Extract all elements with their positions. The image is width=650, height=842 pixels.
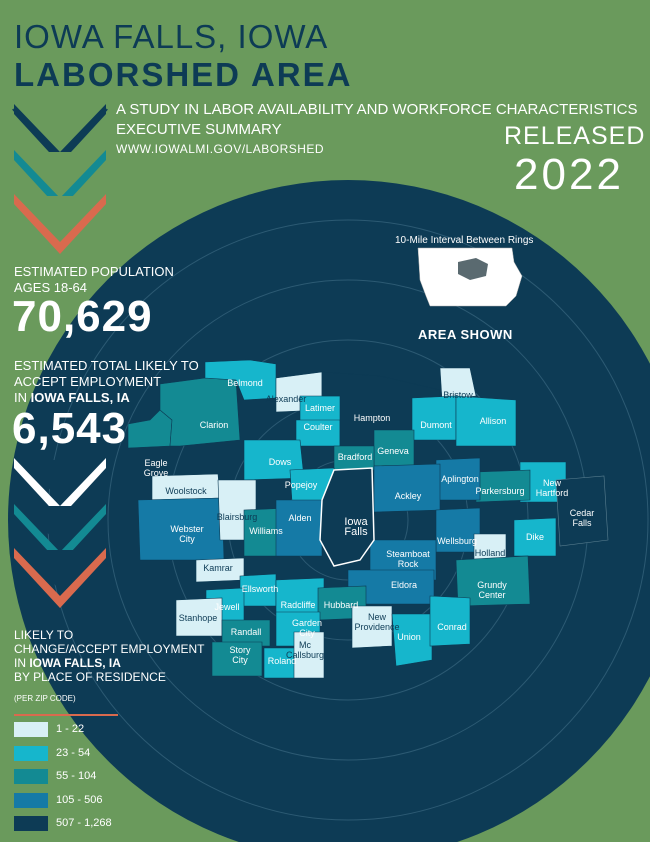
legend-label: 1 - 22 — [56, 723, 85, 735]
place-label: Roland — [267, 656, 297, 666]
legend-label: 507 - 1,268 — [56, 817, 112, 829]
likely-label — [14, 358, 199, 406]
place-label: Aplington — [441, 474, 479, 484]
place-label: Alexander — [265, 394, 307, 404]
zip-conrad — [430, 596, 470, 646]
legend-title-line-4: BY PLACE OF RESIDENCE — [14, 670, 166, 684]
legend-swatch — [14, 816, 48, 831]
top-chevron-stack — [14, 104, 106, 254]
place-label: Bradford — [337, 452, 373, 462]
website-link[interactable]: WWW.IOWALMI.GOV/LABORSHED — [116, 142, 325, 156]
likely-label-city: IOWA FALLS, IA — [30, 390, 130, 405]
place-label: Williams — [249, 526, 283, 536]
release-year: 2022 — [514, 150, 624, 199]
place-label: Holland — [474, 548, 506, 558]
place-label: Union — [397, 632, 421, 642]
population-label-line-1: ESTIMATED POPULATION — [14, 264, 174, 279]
place-label: Parkersburg — [475, 486, 525, 496]
place-label: Iowa Falls — [344, 516, 368, 538]
legend-title-line-2: CHANGE/ACCEPT EMPLOYMENT — [14, 642, 205, 656]
area-shown-label: AREA SHOWN — [418, 327, 513, 342]
place-label: Ellsworth — [241, 584, 279, 594]
place-label: Radcliffe — [280, 600, 316, 610]
subtitle-line-1: A STUDY IN LABOR AVAILABILITY AND WORKFORCE CHARACTERISTICS — [116, 101, 638, 118]
place-label: Jewell — [214, 602, 240, 612]
place-label: Latimer — [304, 403, 336, 413]
zip-ackley — [374, 464, 440, 512]
legend-swatch — [14, 769, 48, 784]
population-label-line-2: AGES 18-64 — [14, 280, 87, 295]
place-label: Cedar Falls — [569, 508, 595, 528]
subtitle-line-2: EXECUTIVE SUMMARY — [116, 121, 282, 138]
place-label: Woolstock — [165, 486, 207, 496]
legend-title-city: IOWA FALLS, IA — [29, 656, 121, 670]
place-label: Coulter — [303, 422, 333, 432]
place-label: Steamboat Rock — [386, 549, 430, 569]
place-label: Randall — [230, 627, 262, 637]
legend-swatch — [14, 793, 48, 808]
place-label: Story City — [229, 645, 251, 665]
population-value: 70,629 — [12, 292, 153, 341]
place-label: Bristow — [443, 390, 473, 400]
legend-label: 23 - 54 — [56, 747, 91, 759]
legend-title-line-3 — [14, 656, 224, 670]
report-title: LABORSHED AREA — [14, 56, 353, 93]
ring-interval-label: 10-Mile Interval Between Rings — [395, 235, 534, 246]
place-label: Hampton — [353, 413, 391, 423]
released-label: RELEASED — [504, 122, 646, 150]
legend-title-line-1: LIKELY TO — [14, 628, 74, 642]
place-label: Mc Callsburg — [285, 640, 325, 660]
place-label: Wellsburg — [437, 536, 477, 546]
place-label: Clarion — [199, 420, 229, 430]
legend-label: 105 - 506 — [56, 794, 103, 806]
place-label: Eldora — [390, 580, 418, 590]
place-label: Kamrar — [203, 563, 233, 573]
place-label: Ackley — [394, 491, 422, 501]
likely-label-line-1: ESTIMATED TOTAL LIKELY TO — [14, 358, 199, 373]
place-label: Dumont — [420, 420, 452, 430]
city-title: IOWA FALLS, IOWA — [14, 18, 329, 55]
zip-dumont — [412, 396, 456, 440]
place-label: Hubbard — [323, 600, 359, 610]
place-label: Belmond — [227, 378, 263, 388]
place-label: Alden — [288, 513, 312, 523]
place-label: Webster City — [170, 524, 204, 544]
place-label: Eagle Grove — [143, 458, 169, 478]
legend-title-prefix: IN — [14, 656, 30, 670]
place-label: Conrad — [437, 622, 467, 632]
iowa-inset-map — [418, 248, 522, 306]
place-label: New Hartford — [535, 478, 569, 498]
likely-label-prefix: IN — [14, 390, 31, 405]
place-label: Geneva — [377, 446, 409, 456]
place-label: Dike — [525, 532, 545, 542]
place-label: Popejoy — [284, 480, 318, 490]
place-label: Grundy Center — [477, 580, 507, 600]
legend-label: 55 - 104 — [56, 770, 97, 782]
likely-label-line-2: ACCEPT EMPLOYMENT — [14, 374, 162, 389]
legend-subtitle: (PER ZIP CODE) — [14, 694, 76, 703]
place-label: Dows — [268, 457, 292, 467]
place-label: Blairsburg — [216, 512, 258, 522]
legend-swatch — [14, 722, 48, 737]
legend-divider — [14, 714, 118, 716]
legend-swatch — [14, 746, 48, 761]
place-label: New Providence — [354, 612, 400, 632]
place-label: Garden City — [291, 618, 323, 638]
likely-value: 6,543 — [12, 404, 128, 453]
place-label: Allison — [479, 416, 507, 426]
place-label: Stanhope — [178, 613, 218, 623]
legend-title — [14, 628, 224, 684]
